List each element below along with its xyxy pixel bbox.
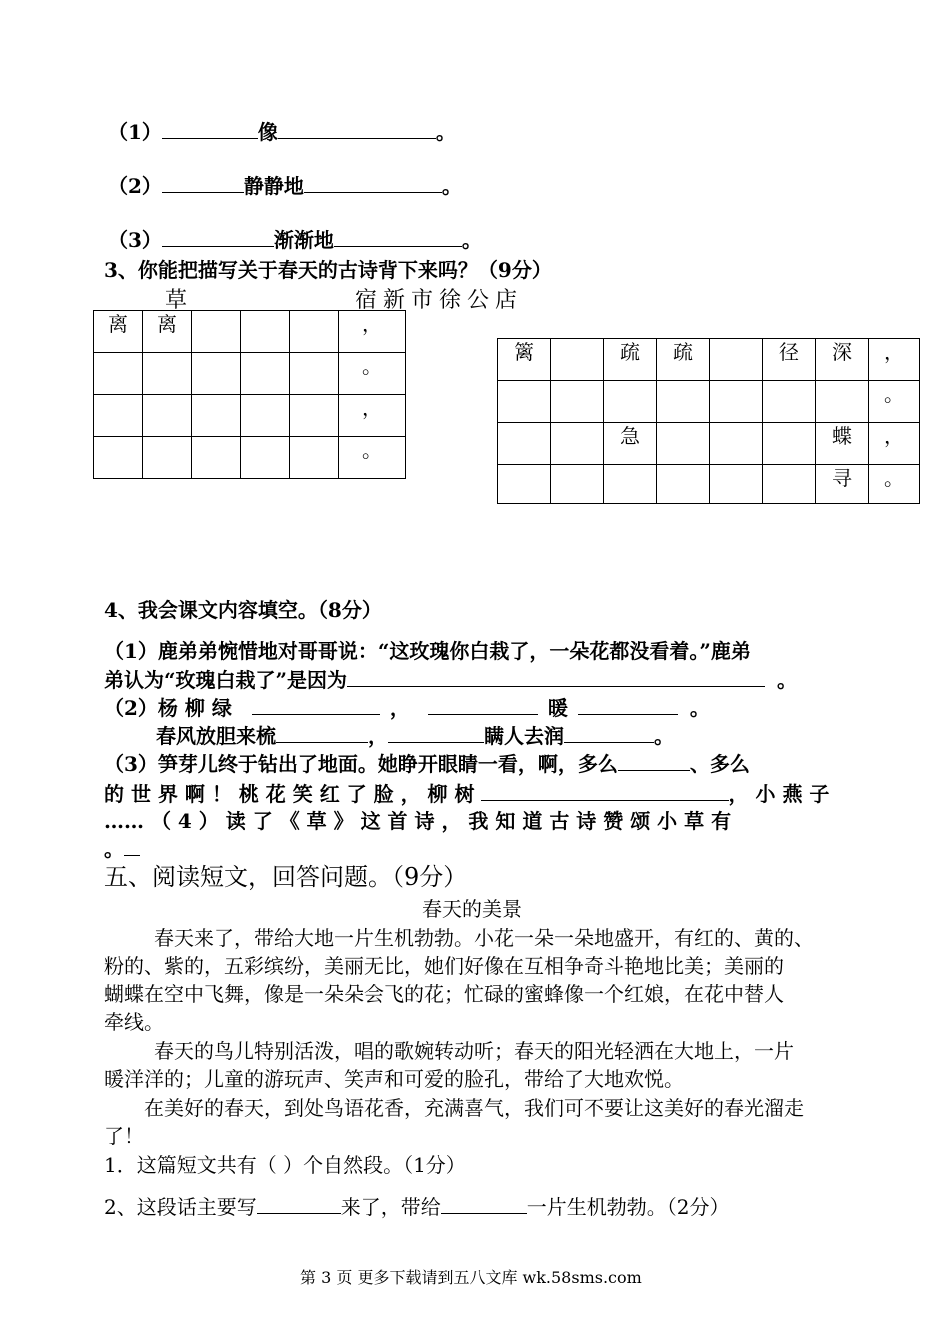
grid-cell[interactable]: 蝶 [816, 423, 869, 465]
passage-p1-line1: 春天来了，带给大地一片生机勃勃。小花一朵一朵地盛开，有红的、黄的、 [154, 926, 814, 950]
grid-row [94, 395, 406, 437]
grid-cell[interactable]: 。 [869, 465, 920, 504]
grid-cell[interactable]: ， [869, 339, 920, 381]
passage-p3-line2: 了！ [104, 1124, 144, 1148]
item-end: 。 [461, 228, 482, 252]
grid-cell[interactable] [657, 465, 710, 504]
grid-row [94, 311, 406, 353]
grid-cell[interactable] [143, 395, 192, 437]
grid-cell[interactable]: 离 [143, 311, 192, 353]
grid-cell[interactable] [551, 381, 604, 423]
answer-blank[interactable] [162, 172, 244, 193]
grid-cell[interactable]: 疏 [657, 339, 710, 381]
answer-blank[interactable] [618, 750, 690, 771]
answer-blank[interactable] [162, 226, 274, 247]
q4-p3-line2: 的 世 界 啊 ！ 桃 花 笑 红 了 脸 ， 柳 树 ， 小 燕 子 [104, 782, 830, 806]
item-number: （3） [108, 228, 162, 252]
grid-cell[interactable] [604, 465, 657, 504]
answer-blank[interactable] [124, 843, 140, 856]
grid-cell[interactable] [816, 381, 869, 423]
passage-p1-line4: 牵线。 [104, 1010, 164, 1034]
grid-cell[interactable] [143, 437, 192, 479]
grid-cell[interactable]: 疏 [604, 339, 657, 381]
grid-cell[interactable] [94, 395, 143, 437]
q4-p2-line2: 春风放胆来梳 ， 瞒人去润 。 [156, 724, 674, 748]
grid-cell[interactable] [657, 423, 710, 465]
grid-cell[interactable] [241, 437, 290, 479]
answer-blank[interactable] [278, 118, 436, 139]
passage-p1-line2: 粉的、紫的，五彩缤纷，美丽无比，她们好像在互相争奇斗艳地比美；美丽的 [104, 954, 784, 978]
grid-cell[interactable] [241, 353, 290, 395]
grid-cell[interactable]: 径 [763, 339, 816, 381]
item-word: 渐渐地 [273, 228, 334, 252]
grid-cell[interactable] [498, 465, 551, 504]
poem1-grid [93, 310, 406, 479]
grid-cell[interactable] [94, 437, 143, 479]
section5-heading: 五、阅读短文，回答问题。（9分） [104, 863, 468, 891]
q4-heading: 4、我会课文内容填空。（8分） [104, 598, 382, 622]
grid-cell[interactable] [290, 311, 339, 353]
grid-cell[interactable] [498, 423, 551, 465]
grid-cell[interactable] [710, 423, 763, 465]
item-word: 静静地 [243, 174, 304, 198]
grid-cell[interactable] [192, 353, 241, 395]
grid-cell[interactable] [710, 465, 763, 504]
grid-row [94, 437, 406, 479]
q4-p3-line3: …… （ 4 ） 读 了 《 草 》 这 首 诗 ， 我 知 道 古 诗 赞 颂 小 草 有 [104, 809, 732, 833]
q4-p1-line2: 弟认为“玫瑰白栽了”是因为 。 [104, 668, 798, 692]
fill-item-1 [108, 118, 456, 145]
grid-row [498, 423, 920, 465]
s5-question-2: 2、这段话主要写 来了，带给 一片生机勃勃。（2分） [104, 1195, 730, 1219]
grid-cell[interactable] [241, 395, 290, 437]
poem1-title: 草 [165, 288, 189, 313]
grid-cell[interactable] [290, 437, 339, 479]
grid-cell[interactable] [763, 381, 816, 423]
grid-cell[interactable]: 。 [869, 381, 920, 423]
grid-cell[interactable]: 寻 [816, 465, 869, 504]
q4-p2-line1: （2）杨 柳 绿 ， 暖 。 [104, 696, 710, 720]
item-number: （1） [108, 120, 162, 144]
passage-title: 春天的美景 [422, 897, 522, 921]
grid-cell[interactable] [551, 339, 604, 381]
grid-row [498, 381, 920, 423]
answer-blank[interactable] [252, 694, 380, 715]
answer-blank[interactable] [334, 226, 462, 247]
q4-p3-line4: 。 [104, 836, 140, 862]
item-word: 像 [257, 120, 278, 144]
grid-cell[interactable] [763, 465, 816, 504]
grid-cell[interactable]: 。 [339, 353, 406, 395]
grid-cell[interactable] [94, 353, 143, 395]
grid-cell[interactable] [710, 381, 763, 423]
answer-blank[interactable] [428, 694, 538, 715]
grid-cell[interactable] [710, 339, 763, 381]
grid-row [498, 465, 920, 504]
passage-p2-line1: 春天的鸟儿特别活泼，唱的歌婉转动听；春天的阳光轻洒在大地上，一片 [154, 1039, 794, 1063]
grid-row [498, 339, 920, 381]
grid-cell[interactable] [143, 353, 192, 395]
fill-item-2 [108, 172, 462, 199]
grid-cell[interactable] [657, 381, 710, 423]
grid-cell[interactable]: 。 [339, 437, 406, 479]
grid-cell[interactable]: ， [339, 311, 406, 353]
fill-item-3 [108, 226, 482, 253]
grid-cell[interactable] [290, 395, 339, 437]
grid-cell[interactable] [763, 423, 816, 465]
q4-p1-line1: （1）鹿弟弟惋惜地对哥哥说：“这玫瑰你白栽了，一朵花都没看着。”鹿弟 [104, 639, 751, 663]
passage-p3-line1: 在美好的春天，到处鸟语花香，充满喜气，我们可不要让这美好的春光溜走 [144, 1096, 804, 1120]
grid-cell[interactable]: 篱 [498, 339, 551, 381]
grid-cell[interactable] [192, 311, 241, 353]
passage-p2-line2: 暖洋洋的；儿童的游玩声、笑声和可爱的脸孔，带给了大地欢悦。 [104, 1067, 684, 1091]
answer-blank[interactable] [304, 172, 442, 193]
item-end: 。 [441, 174, 462, 198]
item-end: 。 [435, 120, 456, 144]
grid-cell[interactable] [551, 465, 604, 504]
item-number: （2） [108, 174, 162, 198]
q3-heading: 3、你能把描写关于春天的古诗背下来吗？（9分） [104, 258, 552, 282]
answer-blank[interactable] [578, 694, 678, 715]
grid-cell[interactable] [192, 437, 241, 479]
grid-row [94, 353, 406, 395]
answer-blank[interactable] [564, 722, 654, 743]
grid-cell[interactable] [192, 395, 241, 437]
grid-cell[interactable] [551, 423, 604, 465]
grid-cell[interactable]: 深 [816, 339, 869, 381]
grid-cell[interactable]: ， [869, 423, 920, 465]
grid-cell[interactable]: ， [339, 395, 406, 437]
grid-cell[interactable]: 急 [604, 423, 657, 465]
grid-cell[interactable] [604, 381, 657, 423]
poem2-title: 宿新市徐公店 [355, 288, 524, 313]
grid-cell[interactable] [241, 311, 290, 353]
answer-blank[interactable] [481, 780, 729, 801]
answer-blank[interactable] [347, 666, 765, 687]
page-footer: 第 3 页 更多下载请到五八文库 wk.58sms.com [300, 1268, 642, 1287]
answer-blank[interactable] [257, 1193, 341, 1214]
grid-cell[interactable]: 离 [94, 311, 143, 353]
answer-blank[interactable] [162, 118, 258, 139]
answer-blank[interactable] [388, 722, 484, 743]
answer-blank[interactable] [441, 1193, 527, 1214]
s5-question-1: 1．这篇短文共有（ ）个自然段。（1分） [104, 1153, 466, 1177]
grid-cell[interactable] [498, 381, 551, 423]
q4-p3-line1: （3）笋芽儿终于钻出了地面。她睁开眼睛一看，啊，多么 、多么 [104, 752, 750, 776]
answer-blank[interactable] [276, 722, 368, 743]
poem2-grid [497, 338, 920, 504]
grid-cell[interactable] [290, 353, 339, 395]
passage-p1-line3: 蝴蝶在空中飞舞，像是一朵朵会飞的花；忙碌的蜜蜂像一个红娘，在花中替人 [104, 982, 784, 1006]
